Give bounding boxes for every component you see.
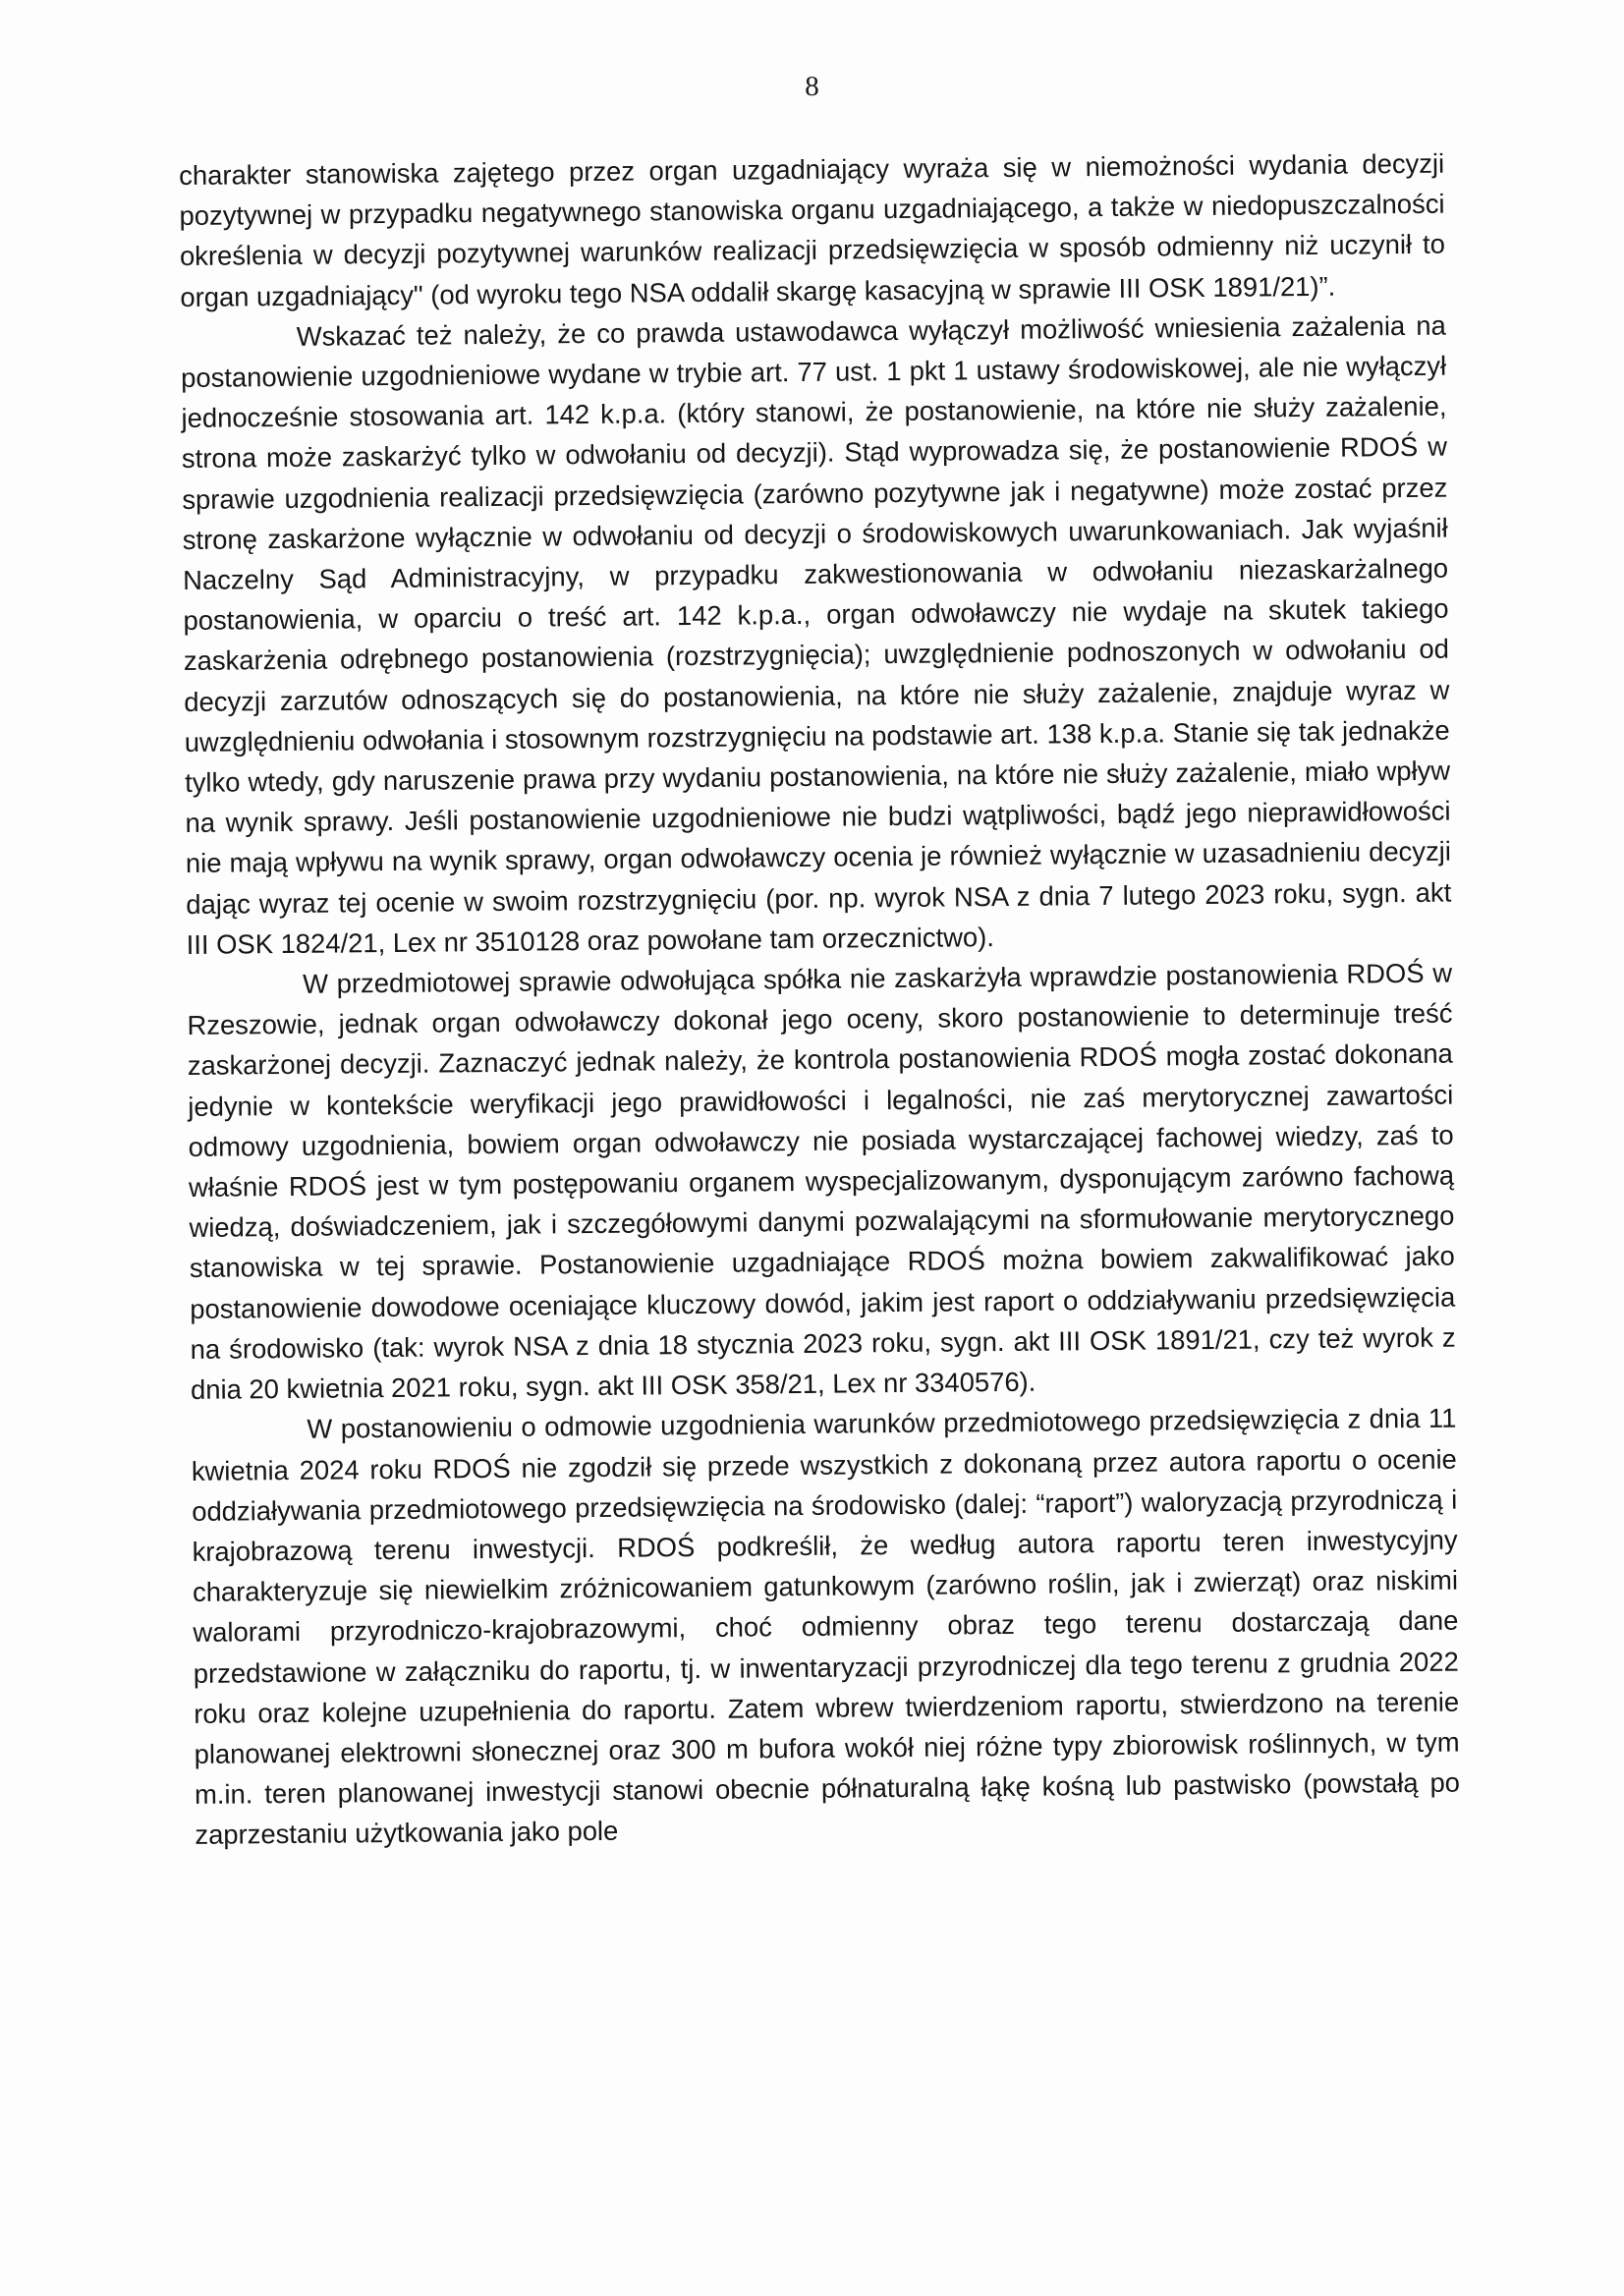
body-text bbox=[179, 143, 1461, 1856]
paragraph-3: W przedmiotowej sprawie odwołująca spółka nie zaskarżyła wprawdzie postanowienia RDOŚ w Rzeszowie, jednak organ odwoławczy dokonał jego oceny, skoro postanowienie to determinuje treść zaskarżonej decyzji. Zaznaczyć jednak należy, że kontrola postanowienia RDOŚ mogła zostać dokonana jedynie w kontekście weryfikacji jego prawidłowości i legalności, nie zaś merytorycznej zawartości odmowy uzgodnienia, bowiem organ odwoławczy nie posiada wystarczającej fachowej wiedzy, zaś to właśnie RDOŚ jest w tym postępowaniu organem wyspecjalizowanym, dysponującym zarówno fachową wiedzą, doświadczeniem, jak i szczegółowymi danymi pozwalającymi na sformułowanie merytorycznego stanowiska w tej sprawie. Postanowienie uzgadniające RDOŚ można bowiem zakwalifikować jako postanowienie dowodowe oceniające kluczowy dowód, jakim jest raport o oddziaływaniu przedsięwzięcia na środowisko (tak: wyrok NSA z dnia 18 stycznia 2023 roku, sygn. akt III OSK 1891/21, czy też wyrok z dnia 20 kwietnia 2021 roku, sygn. akt III OSK 358/21, Lex nr 3340576). bbox=[187, 957, 1456, 1406]
paragraph-2: Wskazać też należy, że co prawda ustawodawca wyłączył możliwość wniesienia zażalenia na postanowienie uzgodnieniowe wydane w trybie art. 77 ust. 1 pkt 1 ustawy środowiskowej, ale nie wyłączył jednocześnie stosowania art. 142 k.p.a. (który stanowi, że postanowienie, na które nie służy zażalenie, strona może zaskarżyć tylko w odwołaniu od decyzji). Stąd wyprowadza się, że postanowienie RDOŚ w sprawie uzgodnienia realizacji przedsięwzięcia (zarówno pozytywne jak i negatywne) może zostać przez stronę zaskarżone wyłącznie w odwołaniu od decyzji o środowiskowych uwarunkowaniach. Jak wyjaśnił Naczelny Sąd Administracyjny, w przypadku zakwestionowania w odwołaniu niezaskarżalnego postanowienia, w oparciu o treść art. 142 k.p.a., organ odwoławczy nie wydaje na skutek takiego zaskarżenia odrębnego postanowienia (rozstrzygnięcia); uwzględnienie podnoszonych w odwołaniu od decyzji zarzutów odnoszących się do postanowienia, na które nie służy zażalenie, znajduje wyraz w uwzględnieniu odwołania i stosownym rozstrzygnięciu na podstawie art. 138 k.p.a. Stanie się tak jednakże tylko wtedy, gdy naruszenie prawa przy wydaniu postanowienia, na które nie służy zażalenie, miało wpływ na wynik sprawy. Jeśli postanowienie uzgodnieniowe nie budzi wątpliwości, bądź jego nieprawidłowości nie mają wpływu na wynik sprawy, organ odwoławczy ocenia je również wyłącznie w uzasadnieniu decyzji dając wyraz tej ocenie w swoim rozstrzygnięciu (por. np. wyrok NSA z dnia 7 lutego 2023 roku, sygn. akt III OSK 1824/21, Lex nr 3510128 oraz powołane tam orzecznictwo). bbox=[181, 309, 1452, 960]
paragraph-4: W postanowieniu o odmowie uzgodnienia warunków przedmiotowego przedsięwzięcia z dnia 11 kwietnia 2024 roku RDOŚ nie zgodził się przede wszystkich z dokonaną przez autora raportu o ocenie oddziaływania przedmiotowego przedsięwzięcia na środowisko (dalej: “raport”) waloryzacją przyrodniczą i krajobrazową terenu inwestycji. RDOŚ podkreślił, że według autora raportu teren inwestycyjny charakteryzuje się niewielkim zróżnicowaniem gatunkowym (zarówno roślin, jak i zwierząt) oraz niskimi walorami przyrodniczo-krajobrazowymi, choć odmienny obraz tego terenu dostarczają dane przedstawione w załączniku do raportu, tj. w inwentaryzacji przyrodniczej dla tego terenu z grudnia 2022 roku oraz kolejne uzupełnienia do raportu. Zatem wbrew twierdzeniom raportu, stwierdzono na terenie planowanej elektrowni słonecznej oraz 300 m bufora wokół niej różne typy zbiorowisk roślinnych, w tym m.in. teren planowanej inwestycji stanowi obecnie półnaturalną łąkę kośną lub pastwisko (powstałą po zaprzestaniu użytkowania jako pole bbox=[191, 1402, 1461, 1851]
paragraph-1: charakter stanowiska zajętego przez organ uzgadniający wyraża się w niemożności wydania decyzji pozytywnej w przypadku negatywnego stanowiska organu uzgadniającego, a także w niedopuszczalności określenia w decyzji pozytywnej warunków realizacji przedsięwzięcia w sposób odmienny niż uczynił to organ uzgadniający" (od wyroku tego NSA oddalił skargę kasacyjną w sprawie III OSK 1891/21)”. bbox=[179, 147, 1446, 312]
page-number: 8 bbox=[805, 71, 819, 102]
